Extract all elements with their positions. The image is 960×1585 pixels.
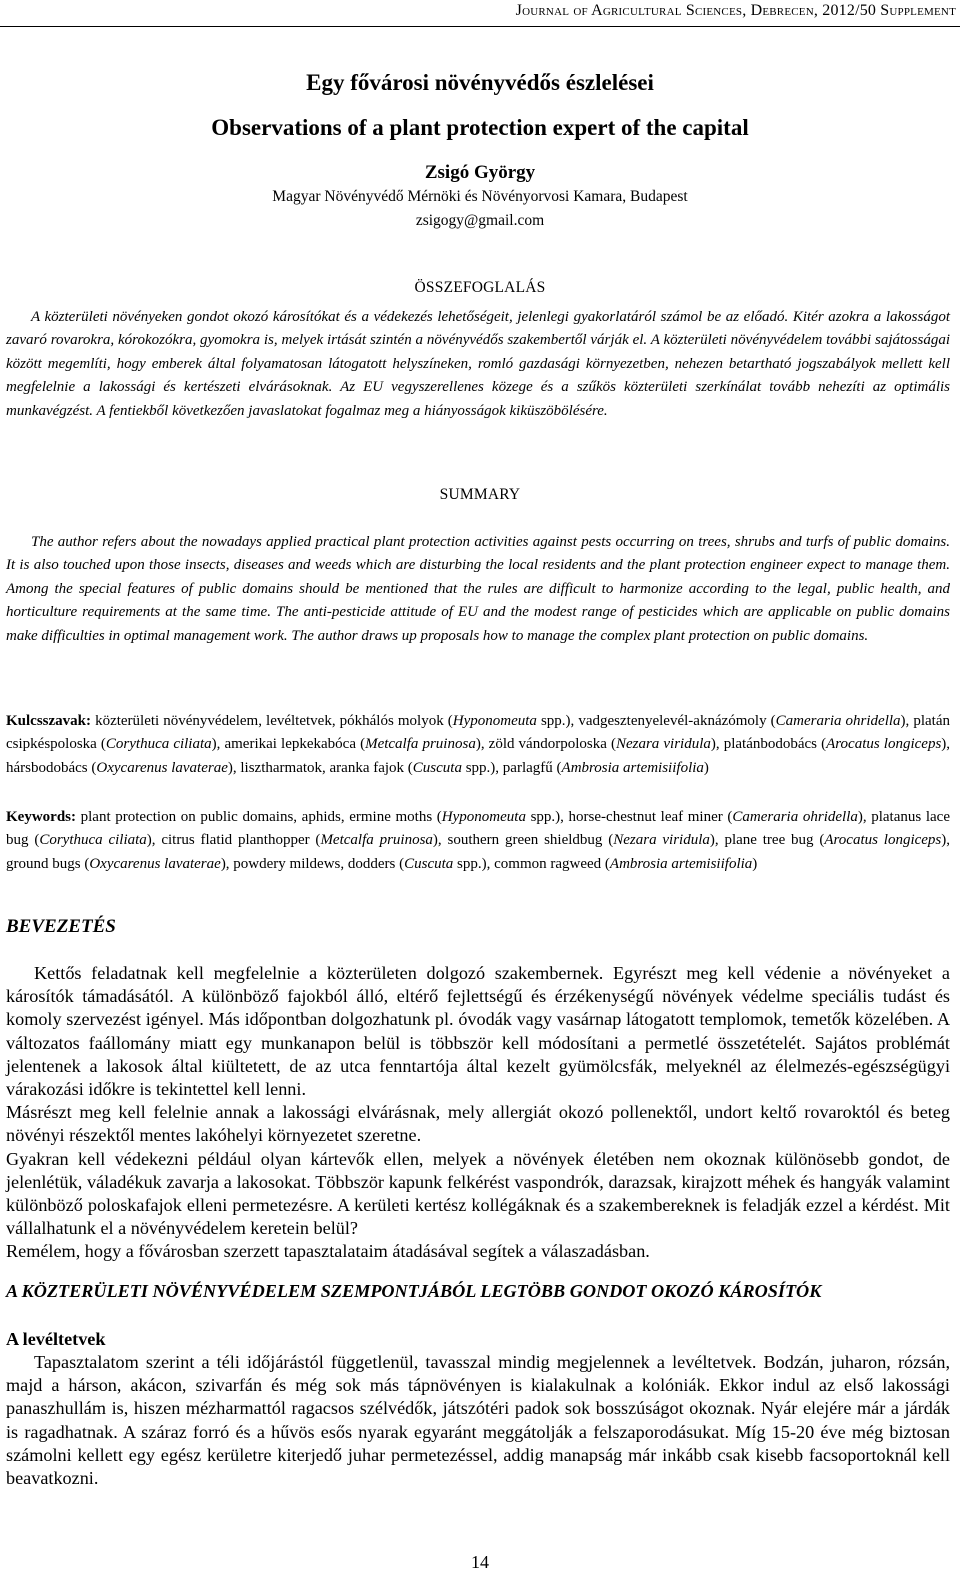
intro-paragraph: Másrészt meg kell felelnie annak a lakossági elvárásnak, mely allergiát okozó pollenektől, undort keltő rovaroktól és beteg növényi részektől mentes lakóhelyi környezetet szeretne.	[6, 1102, 950, 1146]
keyword-text: ), amerikai lepkekabóca (	[211, 736, 366, 753]
keyword-text: ), zöld vándorpoloska (	[475, 736, 616, 753]
species-name: Cuscuta	[404, 855, 454, 872]
keyword-text: spp.), vadgesztenyelevél-aknázómoly (	[536, 713, 776, 729]
species-name: Cuscuta	[412, 759, 462, 776]
intro-body	[6, 962, 950, 1264]
keywords-en	[6, 806, 950, 876]
species-name: Arocatus longiceps	[824, 832, 942, 849]
page-number: 14	[471, 1552, 489, 1572]
summary-heading: SUMMARY	[439, 486, 521, 503]
keywords-en-label: Keywords:	[6, 809, 76, 825]
journal-header: Journal of Agricultural Sciences, Debrecen, 2012/50 Supplement	[515, 2, 956, 19]
author-name: Zsigó György	[424, 162, 536, 183]
keyword-text: ), lisztharmatok, aranka fajok (	[227, 759, 413, 776]
intro-paragraph: Gyakran kell védekezni például olyan kártevők ellen, melyek a növények életében nem okoznak különösebb gondot, de jelenlétük, váladékuk zavarja a lakosokat. Többször kapunk felkérést vaspondrók, darazsak, kirajzott méhek és hangyák valamint különböző poloskafajok elleni permetezésre. A kerületi kertész kollégáknak és a szakembereknek is feladják ezzel a kérdést. Mit vállalhatunk el a növényvédelem keretein belül?	[6, 1148, 950, 1239]
keyword-text: ), plane tree bug (	[709, 832, 825, 849]
intro-paragraph: Remélem, hogy a fővárosban szerzett tapasztalataim átadásával segítek a válaszadásban.	[6, 1241, 650, 1262]
header-rule	[0, 26, 960, 27]
keyword-text: ), platánbodobács (	[710, 736, 827, 753]
species-name: Nezara viridula	[613, 832, 710, 849]
keyword-text: )	[752, 855, 758, 872]
species-name: Nezara viridula	[615, 736, 711, 753]
intro-paragraph: Kettős feladatnak kell megfelelnie a közterületen dolgozó szakembernek. Egyrészt meg kell védenie a növényeket a károsítók támadásától. A különböző fajokból álló, eltérő fejlettségű és érzékenységű növények védelme speciális tudást és komoly szervezést igényel. Más időpontban dolgozhatunk pl. óvodák vagy vasárnap látogatott templomok, temetők közelében. A változatos faállomány miatt egy munkanapon belül is többször kell módosítani a permetlé összetételét. Sajátos problémát jelentenek a lakosok által kiültetett, de az utca fenntartója által kezelt gyümölcsfák, melyeknél az élelmezés-egészségügyi várakozási időkre is tekintettel kell lenni.	[6, 963, 950, 1100]
pests-body	[6, 1351, 950, 1490]
species-name: Oxycarenus lavaterae	[89, 855, 221, 872]
species-name: Ambrosia artemisiifolia	[609, 855, 753, 872]
title-hungarian: Egy fővárosi növényvédős észlelései	[306, 70, 654, 95]
keyword-text: ), southern green shieldbug (	[432, 832, 614, 849]
keyword-text: plant protection on public domains, aphids, ermine moths (	[76, 809, 442, 825]
subheading-aphids: A levéltetvek	[6, 1329, 106, 1349]
author-email: zsigogy@gmail.com	[415, 212, 545, 229]
pests-paragraph: Tapasztalatom szerint a téli időjárástól függetlenül, tavasszal mindig megjelennek a levéltetvek. Bodzán, juharon, rózsán, majd a hárson, akácon, szivarfán és még sok más tápnövényen is kialakulnak a kolóniák. Ekkor indul az első lakossági panaszhullám is, hiszen mézharmattól ragacsos szélvédők, játszótéri padok sok bosszúságot okoznak. Nyár elejére már a járdák is ragadhatnak. A száraz forró és a hűvös esős nyarak egyaránt meggátolják a felszaporodásukat. Míg 15-20 éve még biztosan számolni kellett egy egész kerületre kiterjedő juhar permetezéssel, addig manapság már inkább csak kisebb facsoportoknál kell beavatkozni.	[6, 1352, 950, 1489]
species-name: Corythuca ciliata	[105, 736, 212, 753]
keywords-hu-list	[6, 713, 950, 776]
species-name: Corythuca ciliata	[39, 832, 147, 849]
keywords-en-list	[6, 809, 950, 872]
abstract-hu-heading: ÖSSZEFOGLALÁS	[414, 279, 546, 296]
author-affiliation: Magyar Növényvédő Mérnöki és Növényorvosi Kamara, Budapest	[272, 188, 688, 205]
keyword-text: ), citrus flatid planthopper (	[146, 832, 321, 849]
species-name: Ambrosia artemisiifolia	[561, 759, 704, 776]
section-heading-pests: A KÖZTERÜLETI NÖVÉNYVÉDELEM SZEMPONTJÁBÓL LEGTÖBB GONDOT OKOZÓ KÁROSÍTÓK	[6, 1281, 822, 1301]
keywords-hu-label: Kulcsszavak:	[6, 713, 92, 729]
title-english: Observations of a plant protection expert of the capital	[211, 115, 749, 140]
species-name: Hyponomeuta	[452, 713, 537, 729]
keyword-text: spp.), parlagfű (	[461, 759, 562, 776]
keyword-text: ), ground bugs (	[6, 832, 951, 872]
species-name: Oxycarenus lavaterae	[96, 759, 228, 776]
keyword-text: )	[703, 759, 709, 776]
species-name: Hyponomeuta	[441, 809, 526, 825]
keyword-text: spp.), common ragweed (	[453, 855, 610, 872]
keyword-text: ), platán csipkéspoloska (	[6, 713, 950, 753]
keyword-text: ), hársbodobács (	[6, 736, 951, 776]
species-name: Metcalfa pruinosa	[365, 736, 476, 753]
keyword-text: közterületi növényvédelem, levéltetvek, pókhálós molyok (	[91, 713, 453, 729]
keywords-hu	[6, 710, 950, 780]
keyword-text: ), powdery mildews, dodders (	[220, 855, 405, 872]
abstract-hu-text: A közterületi növényeken gondot okozó károsítókat és a védekezés lehetőségeit, jelenlegi gyakorlatáról számol be az előadó. Kitér azokra a lakosságot zavaró rovarokra, kórokozókra, gyomokra is, melyek irtását szintén a növényvédős szakembertől várják el. A közterületi növényvédelem további sajátosságai között megemlíti, hogy emberek által folyamatosan látogatott helyszíneken, romló gazdasági környezetben, nehezen betartható jogszabályok mellett kell megfelelnie a lakossági és kertészeti elvárásoknak. Az EU vegyszerellenes közege és a szűkös közterületi szerkínálat tovább nehezíti az optimális munkavégzést. A fentiekből következően javaslatokat fogalmaz meg a hiányosságok kiküszöbölésére.	[6, 309, 950, 419]
keyword-text: ), platanus lace bug (	[6, 809, 950, 849]
species-name: Arocatus longiceps	[826, 736, 942, 753]
section-heading-intro: BEVEZETÉS	[6, 916, 116, 937]
summary-text: The author refers about the nowadays applied practical plant protection activities against pests occurring on trees, shrubs and turfs of public domains. It is also touched upon those insects, diseases and weeds which are disturbing the local residents and the plant protection engineer expect to manage them. Among the special features of public domains should be mentioned that the rules are difficult to harmonize according to the legal, public health, and horticulture requirements at the same time. The anti-pesticide attitude of EU and the modest range of pesticides which are applicable on public domains make difficulties in optimal management work. The author draws up proposals how to manage the complex plant protection on public domains.	[6, 534, 950, 644]
keyword-text: spp.), horse-chestnut leaf miner (	[525, 809, 733, 825]
species-name: Metcalfa pruinosa	[320, 832, 433, 849]
species-name: Cameraria ohridella	[775, 713, 901, 729]
species-name: Cameraria ohridella	[732, 809, 858, 825]
